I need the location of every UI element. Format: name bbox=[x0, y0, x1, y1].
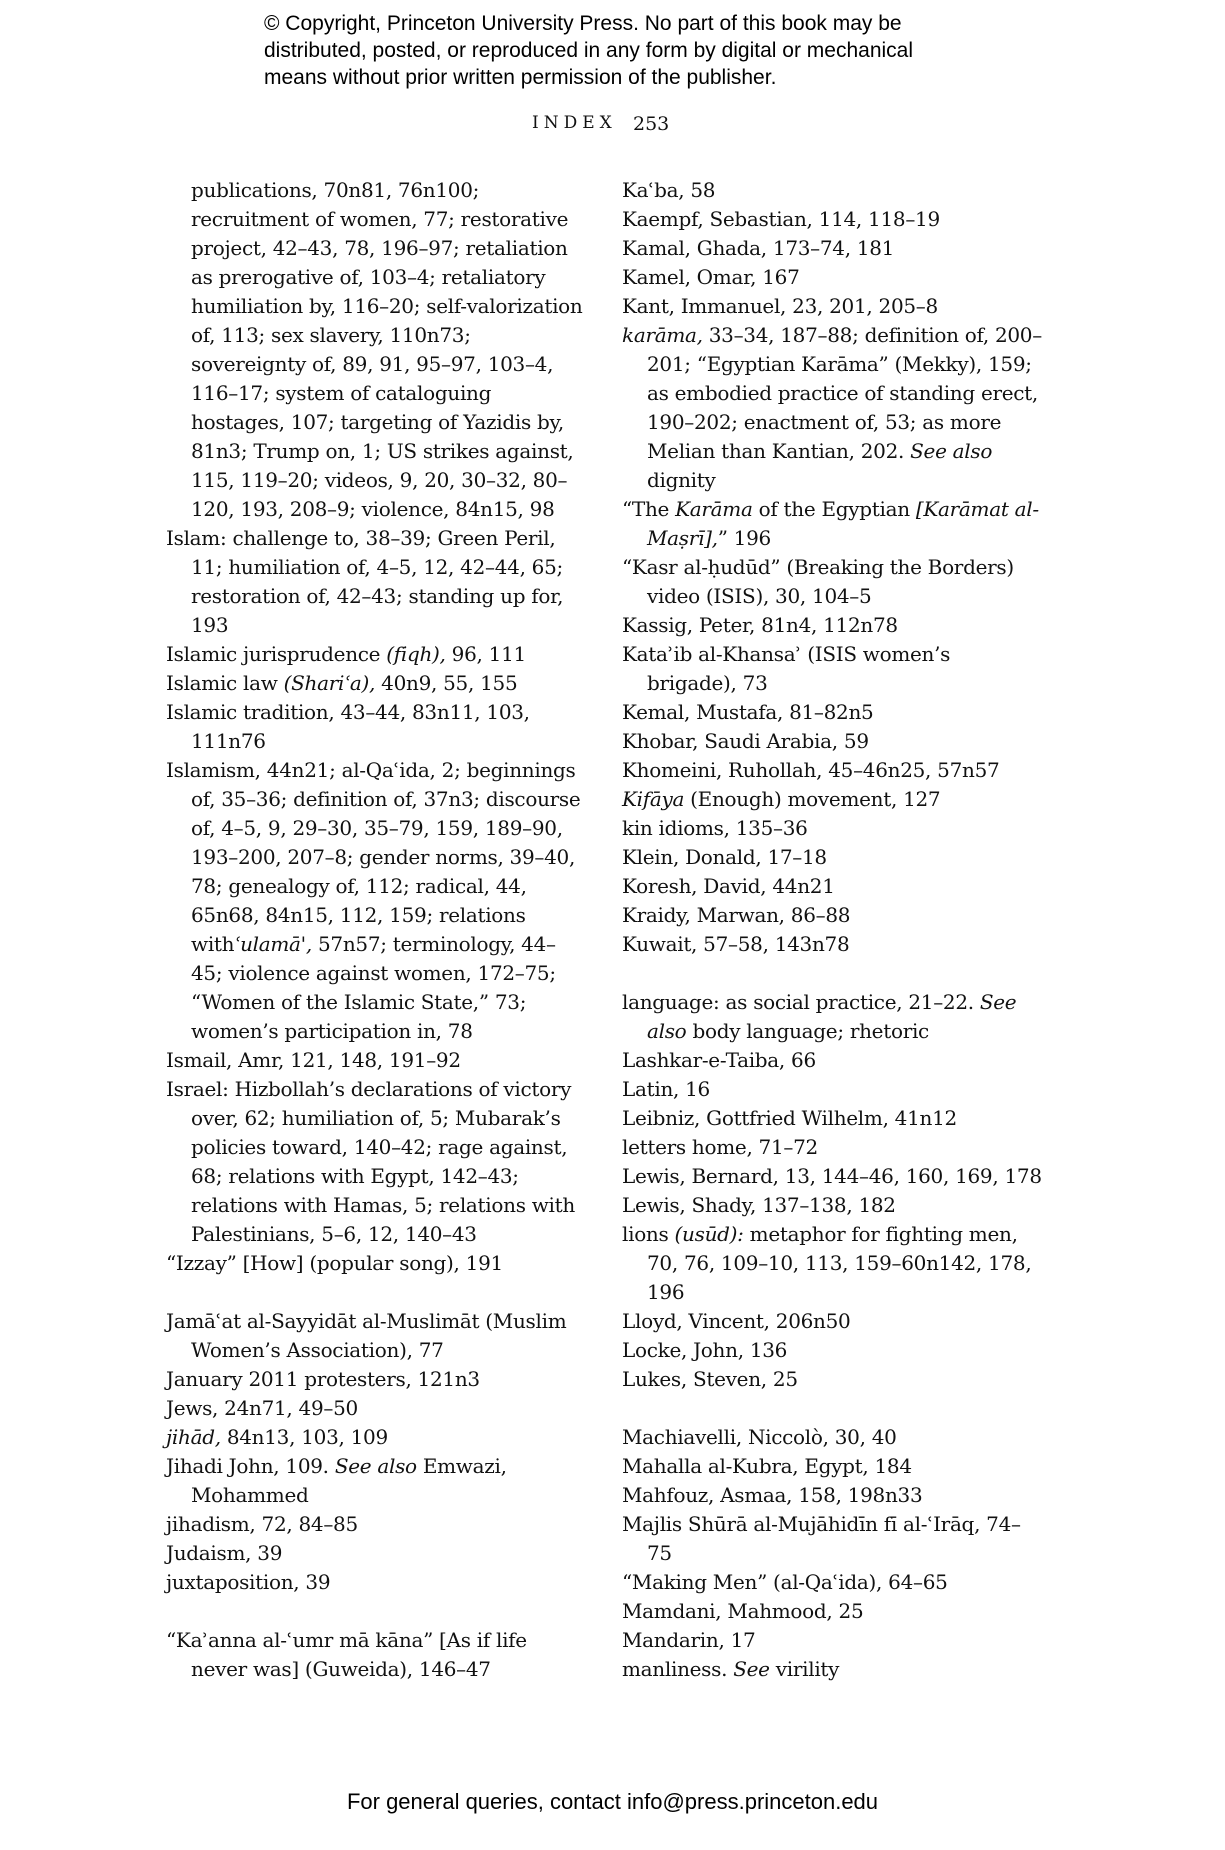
index-entry: “Kasr al-ḥudūd” (Breaking the Borders) video (ISIS), 30, 104–5 bbox=[622, 555, 1014, 608]
index-entry: Kataʾib al-Khansaʾ (ISIS women’s brigade), 73 bbox=[622, 642, 951, 695]
copyright-line: means without prior written permission of the publisher. bbox=[264, 66, 777, 89]
index-entry: Kraidy, Marwan, 86–88 bbox=[622, 903, 851, 927]
index-column-left bbox=[166, 176, 586, 1684]
copyright-line: © Copyright, Princeton University Press. No part of this book may be bbox=[264, 12, 902, 35]
index-entry: Majlis Shūrā al-Mujāhidīn fī al-ʿIrāq, 74–75 bbox=[622, 1512, 1021, 1565]
index-entry: Islamic jurisprudence (fiqh), 96, 111 bbox=[166, 642, 526, 666]
footer-contact: For general queries, contact info@press.princeton.edu bbox=[346, 1789, 879, 1814]
index-entry: Mahalla al-Kubra, Egypt, 184 bbox=[622, 1454, 912, 1478]
index-entry: Kemal, Mustafa, 81–82n5 bbox=[622, 700, 874, 724]
index-entry: Machiavelli, Niccolò, 30, 40 bbox=[622, 1425, 897, 1449]
index-entry: Israel: Hizbollah’s declarations of victory over, 62; humiliation of, 5; Mubarak’s policies toward, 140–42; rage against, 68; relations with Egypt, 142–43; relations with Hamas, 5; relations with Palestinians, 5–6, 12, 140–43 bbox=[166, 1077, 575, 1246]
index-entry: Kassig, Peter, 81n4, 112n78 bbox=[622, 613, 898, 637]
index-entry: jihadism, 72, 84–85 bbox=[166, 1512, 358, 1536]
index-entry: jihād, 84n13, 103, 109 bbox=[166, 1425, 388, 1449]
index-entry: Lukes, Steven, 25 bbox=[622, 1367, 798, 1391]
letter-group-gap bbox=[622, 1394, 1042, 1423]
index-entry: Locke, John, 136 bbox=[622, 1338, 788, 1362]
copyright-notice bbox=[264, 10, 1024, 91]
index-entry: letters home, 71–72 bbox=[622, 1135, 818, 1159]
index-entry: Khomeini, Ruhollah, 45–46n25, 57n57 bbox=[622, 758, 1000, 782]
index-entry: Mandarin, 17 bbox=[622, 1628, 756, 1652]
index-entry: Latin, 16 bbox=[622, 1077, 710, 1101]
index-entry-continued: publications, 70n81, 76n100; recruitment of women, 77; restorative project, 42–43, 78, 196–97; retaliation as prerogative of, 103–4; retaliatory humiliation by, 116–20; self-valorization of, 113; sex slavery, 110n73; sovereignty of, 89, 91, 95–97, 103–4, 116–17; system of cataloguing hostages, 107; targeting of Yazidis by, 81n3; Trump on, 1; US strikes against, 115, 119–20; videos, 9, 20, 30–32, 80–120, 193, 208–9; violence, 84n15, 98 bbox=[191, 178, 583, 521]
index-entry: Kant, Immanuel, 23, 201, 205–8 bbox=[622, 294, 938, 318]
index-entry: manliness. See virility bbox=[622, 1657, 840, 1681]
index-entry: January 2011 protesters, 121n3 bbox=[166, 1367, 480, 1391]
index-entry: Islamic law (Shariʿa), 40n9, 55, 155 bbox=[166, 671, 518, 695]
index-entry: Jews, 24n71, 49–50 bbox=[166, 1396, 358, 1420]
index-entry: Khobar, Saudi Arabia, 59 bbox=[622, 729, 869, 753]
index-entry: Islamic tradition, 43–44, 83n11, 103, 111n76 bbox=[166, 700, 530, 753]
index-entry: Kaempf, Sebastian, 114, 118–19 bbox=[622, 207, 940, 231]
index-entry: Mahfouz, Asmaa, 158, 198n33 bbox=[622, 1483, 923, 1507]
index-entry: “Making Men” (al-Qaʿida), 64–65 bbox=[622, 1570, 948, 1594]
index-entry: Ismail, Amr, 121, 148, 191–92 bbox=[166, 1048, 461, 1072]
index-entry: Lashkar-e-Taiba, 66 bbox=[622, 1048, 816, 1072]
index-entry: Kamel, Omar, 167 bbox=[622, 265, 800, 289]
index-entry: lions (usūd): metaphor for fighting men, 70, 76, 109–10, 113, 159–60n142, 178, 196 bbox=[622, 1222, 1032, 1304]
index-entry: Lloyd, Vincent, 206n50 bbox=[622, 1309, 851, 1333]
index-entry: “Kaʾanna al-ʿumr mā kāna” [As if life never was] (Guweida), 146–47 bbox=[166, 1628, 527, 1681]
letter-group-gap bbox=[166, 1278, 586, 1307]
index-entry: Leibniz, Gottfried Wilhelm, 41n12 bbox=[622, 1106, 957, 1130]
index-entry: Kuwait, 57–58, 143n78 bbox=[622, 932, 850, 956]
index-entry: kin idioms, 135–36 bbox=[622, 816, 808, 840]
index-entry: Kaʿba, 58 bbox=[622, 178, 716, 202]
index-column-right bbox=[622, 176, 1042, 1684]
index-entry: Klein, Donald, 17–18 bbox=[622, 845, 827, 869]
index-entry: Islam: challenge to, 38–39; Green Peril, 11; humiliation of, 4–5, 12, 42–44, 65; restoration of, 42–43; standing up for, 193 bbox=[166, 526, 564, 637]
index-entry: Lewis, Shady, 137–138, 182 bbox=[622, 1193, 896, 1217]
index-entry: Koresh, David, 44n21 bbox=[622, 874, 835, 898]
index-entry: Kamal, Ghada, 173–74, 181 bbox=[622, 236, 895, 260]
index-entry: “Izzay” [How] (popular song), 191 bbox=[166, 1251, 503, 1275]
index-entry: language: as social practice, 21–22. See also body language; rhetoric bbox=[622, 990, 1017, 1043]
letter-group-gap bbox=[166, 1597, 586, 1626]
copyright-line: distributed, posted, or reproduced in any form by digital or mechanical bbox=[264, 39, 914, 62]
running-head-label: INDEX bbox=[532, 113, 617, 133]
index-entry: Judaism, 39 bbox=[166, 1541, 283, 1565]
index-entry: Lewis, Bernard, 13, 144–46, 160, 169, 178 bbox=[622, 1164, 1042, 1188]
index-entry: Mamdani, Mahmood, 25 bbox=[622, 1599, 864, 1623]
index-entry: karāma, 33–34, 187–88; definition of, 200–201; “Egyptian Karāma” (Mekky), 159; as embodied practice of standing erect, 190–202; enactment of, 53; as more Melian than Kantian, 202. See also dignity bbox=[622, 323, 1042, 492]
index-entry: juxtaposition, 39 bbox=[166, 1570, 331, 1594]
index-entry: “The Karāma of the Egyptian [Karāmat al-Maṣrī],” 196 bbox=[622, 497, 1039, 550]
index-entry: Kifāya (Enough) movement, 127 bbox=[622, 787, 941, 811]
index-entry: Jamāʿat al-Sayyidāt al-Muslimāt (Muslim Women’s Association), 77 bbox=[166, 1309, 567, 1362]
index-entry: Islamism, 44n21; al-Qaʿida, 2; beginnings of, 35–36; definition of, 37n3; discourse of, 4–5, 9, 29–30, 35–79, 159, 189–90, 193–200, 207–8; gender norms, 39–40, 78; genealogy of, 112; radical, 44, 65n68, 84n15, 112, 159; relations withʿulamā', 57n57; terminology, 44–45; violence against women, 172–75; “Women of the Islamic State,” 73; women’s participation in, 78 bbox=[166, 758, 581, 1043]
page-number: 253 bbox=[633, 113, 670, 135]
index-entry: Jihadi John, 109. See also Emwazi, Mohammed bbox=[166, 1454, 507, 1507]
letter-group-gap bbox=[622, 959, 1042, 988]
